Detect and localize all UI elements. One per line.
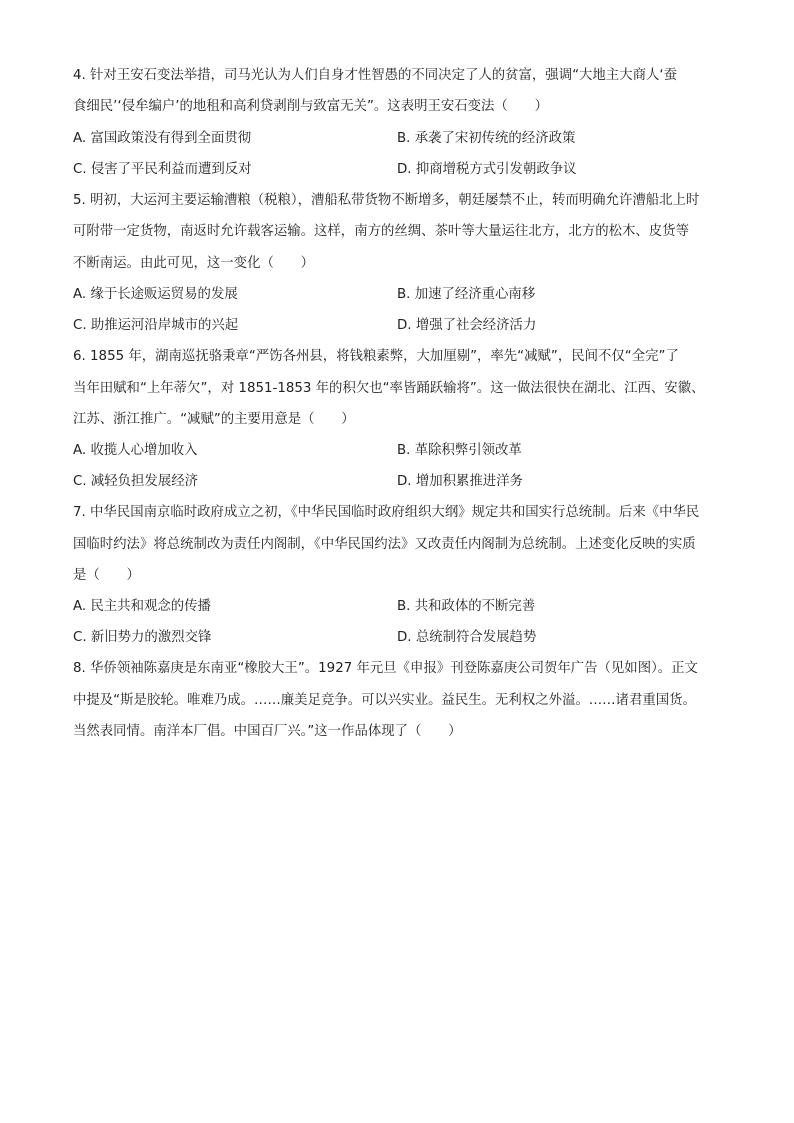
question-6-stem-line-2: 当年田赋和“上年蒂欠”，对 1851-1853 年的积欠也“率皆踊跃输将”。这一做法很快在湖北、江西、安徽、 xyxy=(73,381,705,396)
question-6-option-b: B. 革除积弊引领改革 xyxy=(397,443,522,458)
question-7-option-c: C. 新旧势力的激烈交锋 xyxy=(73,630,212,645)
question-5-stem-line-2: 可附带一定货物，南返时允许载客运输。这样，南方的丝绸、茶叶等大量运往北方，北方的松木、皮货等 xyxy=(73,224,689,239)
question-7-stem-line-1: 7. 中华民国南京临时政府成立之初，《中华民国临时政府组织大纲》规定共和国实行总统制。后来《中华民 xyxy=(73,505,700,520)
question-4-option-b: B. 承袭了宋初传统的经济政策 xyxy=(397,131,576,146)
question-5-option-d: D. 增强了社会经济活力 xyxy=(397,318,537,333)
question-7-option-a: A. 民主共和观念的传播 xyxy=(73,599,211,614)
question-7-stem-line-3: 是（ ） xyxy=(73,568,140,583)
question-8-stem-line-2: 中提及“斯是胶轮。唯难乃成。……廉美足竞争。可以兴实业。益民生。无利权之外溢。……诸君重国货。 xyxy=(73,693,696,708)
question-5-option-c: C. 助推运河沿岸城市的兴起 xyxy=(73,318,239,333)
question-4-option-a: A. 富国政策没有得到全面贯彻 xyxy=(73,131,252,146)
question-8-stem-line-3: 当然表同情。南洋本厂倡。中国百厂兴。”这一作品体现了（ ） xyxy=(73,724,462,739)
question-6-option-c: C. 减轻负担发展经济 xyxy=(73,474,198,489)
question-6-option-d: D. 增加积累推进洋务 xyxy=(397,474,523,489)
question-6-option-a: A. 收揽人心增加收入 xyxy=(73,443,198,458)
question-6-stem-line-1: 6. 1855 年，湖南巡抚骆秉章“严饬各州县，将钱粮素弊，大加厘剔”，率先“减赋”，民间不仅“全完”了 xyxy=(73,349,679,364)
question-7-option-d: D. 总统制符合发展趋势 xyxy=(397,630,537,645)
question-7-option-b: B. 共和政体的不断完善 xyxy=(397,599,536,614)
question-5-option-a: A. 缘于长途贩运贸易的发展 xyxy=(73,287,238,302)
question-4-option-d: D. 抑商增税方式引发朝政争议 xyxy=(397,162,577,177)
question-7-stem-line-2: 国临时约法》将总统制改为责任内阁制，《中华民国约法》又改责任内阁制为总统制。上述变化反映的实质 xyxy=(73,537,696,552)
question-8-stem-line-1: 8. 华侨领袖陈嘉庚是东南亚“橡胶大王”。1927 年元旦《申报》刊登陈嘉庚公司贺年广告（见如图）。正文 xyxy=(73,661,698,676)
question-5-option-b: B. 加速了经济重心南移 xyxy=(397,287,536,302)
question-4-stem-line-1: 4. 针对王安石变法举措，司马光认为人们自身才性智愚的不同决定了人的贫富，强调“大地主大商人‘蚕 xyxy=(73,68,678,83)
question-4-stem-line-2: 食细民’‘侵牟编户’的地租和高利贷剥削与致富无关”。这表明王安石变法（ ） xyxy=(73,99,548,114)
question-6-stem-line-3: 江苏、浙江推广。“减赋”的主要用意是（ ） xyxy=(73,412,355,427)
question-5-stem-line-3: 不断南运。由此可见，这一变化（ ） xyxy=(73,256,315,271)
question-5-stem-line-1: 5. 明初，大运河主要运输漕粮（税粮），漕船私带货物不断增多，朝廷屡禁不止，转而明确允许漕船北上时 xyxy=(73,193,700,208)
question-4-option-c: C. 侵害了平民利益而遭到反对 xyxy=(73,162,252,177)
